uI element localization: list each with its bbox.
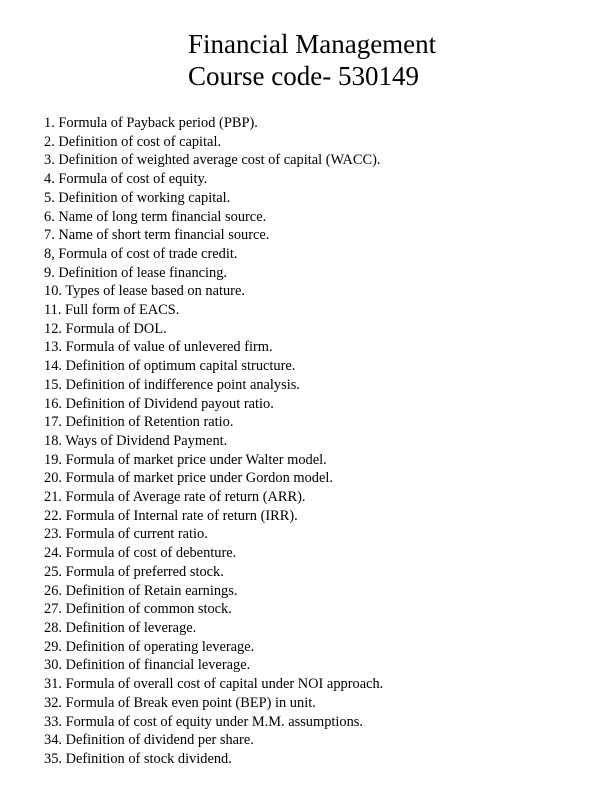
question-item: 22. Formula of Internal rate of return (IRR). xyxy=(44,507,298,524)
question-item: 32. Formula of Break even point (BEP) in unit. xyxy=(44,694,316,711)
question-item: 5. Definition of working capital. xyxy=(44,189,231,206)
question-item: 24. Formula of cost of debenture. xyxy=(44,545,237,562)
question-item: 29. Definition of operating leverage. xyxy=(44,638,255,655)
question-item: 4. Formula of cost of equity. xyxy=(44,171,208,188)
question-item: 3. Definition of weighted average cost of capital (WACC). xyxy=(44,152,381,169)
question-list xyxy=(44,114,584,769)
course-code: Course code- 530149 xyxy=(188,61,419,91)
question-item: 34. Definition of dividend per share. xyxy=(44,732,254,749)
question-item: 31. Formula of overall cost of capital under NOI approach. xyxy=(44,676,384,693)
question-item: 33. Formula of cost of equity under M.M. assumptions. xyxy=(44,713,363,730)
question-item: 16. Definition of Dividend payout ratio. xyxy=(44,395,274,412)
title-block xyxy=(188,28,568,92)
question-item: 14. Definition of optimum capital structure. xyxy=(44,358,296,375)
question-item: 6. Name of long term financial source. xyxy=(44,208,267,225)
page-title: Financial Management xyxy=(188,29,437,59)
question-item: 30. Definition of financial leverage. xyxy=(44,657,251,674)
question-item: 7. Name of short term financial source. xyxy=(44,227,270,244)
question-item: 13. Formula of value of unlevered firm. xyxy=(44,339,273,356)
question-item: 27. Definition of common stock. xyxy=(44,601,232,618)
question-item: 17. Definition of Retention ratio. xyxy=(44,414,234,431)
question-item: 9. Definition of lease financing. xyxy=(44,264,228,281)
question-item: 23. Formula of current ratio. xyxy=(44,526,208,543)
question-item: 25. Formula of preferred stock. xyxy=(44,563,224,580)
question-item: 26. Definition of Retain earnings. xyxy=(44,582,238,599)
question-item: 15. Definition of indifference point analysis. xyxy=(44,376,300,393)
question-item: 12. Formula of DOL. xyxy=(44,320,167,337)
question-item: 20. Formula of market price under Gordon model. xyxy=(44,470,333,487)
question-item: 28. Definition of leverage. xyxy=(44,619,197,636)
question-item: 19. Formula of market price under Walter model. xyxy=(44,451,327,468)
question-item: 18. Ways of Dividend Payment. xyxy=(44,432,228,449)
question-item: 11. Full form of EACS. xyxy=(44,302,180,319)
question-item: 8, Formula of cost of trade credit. xyxy=(44,245,238,262)
question-item: 35. Definition of stock dividend. xyxy=(44,750,232,767)
question-item: 21. Formula of Average rate of return (ARR). xyxy=(44,489,306,506)
question-item: 1. Formula of Payback period (PBP). xyxy=(44,115,258,131)
question-item: 10. Types of lease based on nature. xyxy=(44,283,245,300)
question-item: 2. Definition of cost of capital. xyxy=(44,133,222,150)
